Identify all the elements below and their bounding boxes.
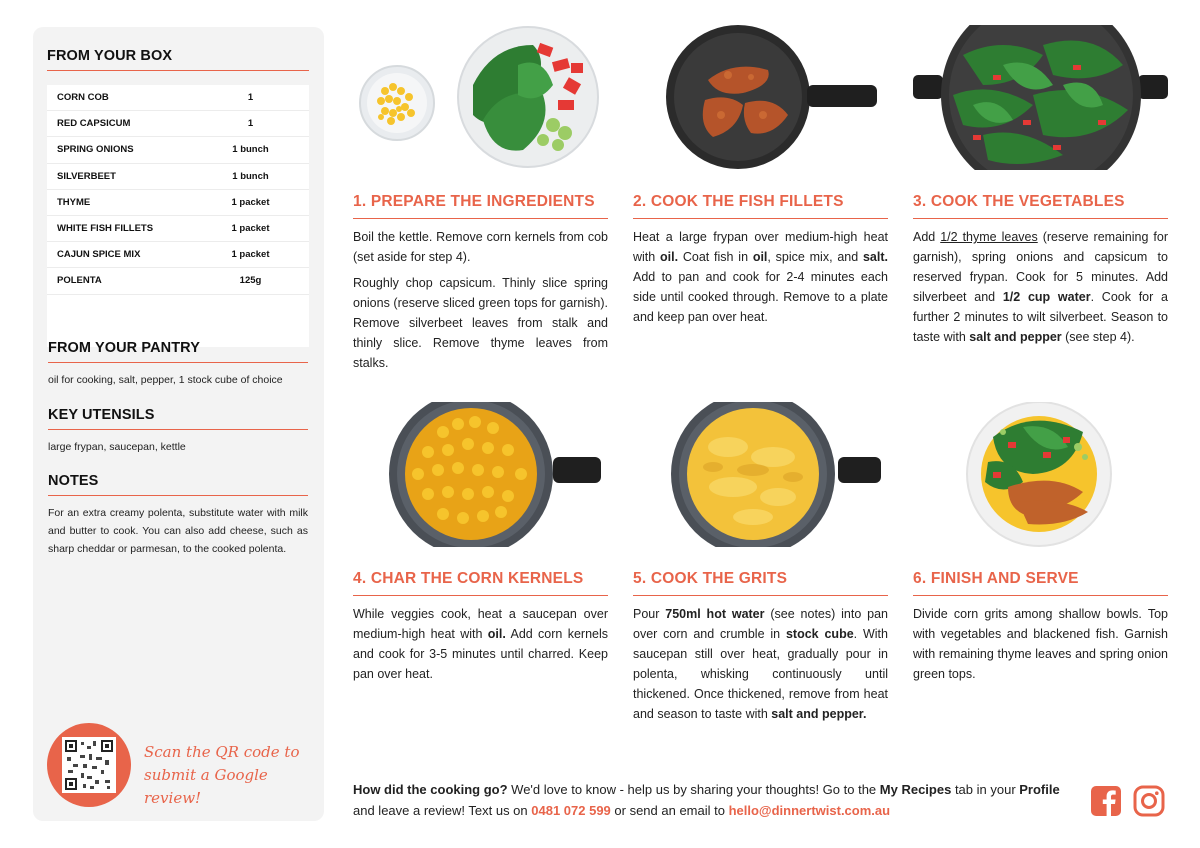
step-5-para: Pour 750ml hot water (see notes) into pan over corn and crumble in stock cube. With saucepan still over heat, gradually pour in polenta, whisking continuously until thickened. Once thickened, remove from heat and season to taste with salt and pepper. xyxy=(633,607,888,721)
pantry-section xyxy=(48,340,308,389)
ingredient-row xyxy=(47,85,309,111)
ingredient-qty: 125g xyxy=(239,275,262,287)
ingredient-name: POLENTA xyxy=(57,275,102,287)
step-1-body xyxy=(353,227,608,379)
from-your-box-title: FROM YOUR BOX xyxy=(47,48,309,71)
step-1-para-1: Boil the kettle. Remove corn kernels from cob (set aside for step 4). xyxy=(353,230,608,264)
step-1-title: 1. PREPARE THE INGREDIENTS xyxy=(353,193,608,219)
step-1 xyxy=(353,25,608,385)
step-1-para-2: Roughly chop capsicum. Thinly slice spring onions (reserve sliced green tops for garnish). Remove silverbeet leaves from stalk and thinly slice. Remove thyme leaves from stalks. xyxy=(353,276,608,370)
ingredient-row xyxy=(47,137,309,163)
step-2-para: Heat a large frypan over medium-high heat with oil. Coat fish in oil, spice mix, and salt. Add to pan and cook for 2-4 minutes each side until cooked through. Remove to a plate and keep pan over heat. xyxy=(633,230,888,324)
notes-title: NOTES xyxy=(48,473,308,496)
step-4-photo xyxy=(353,402,608,547)
utensils-section xyxy=(48,407,308,456)
step-4-title: 4. CHAR THE CORN KERNELS xyxy=(353,570,608,596)
ingredient-name: THYME xyxy=(57,196,91,208)
qr-badge xyxy=(47,723,131,807)
email-link[interactable]: hello@dinnertwist.com.au xyxy=(728,803,891,818)
ingredient-name: CAJUN SPICE MIX xyxy=(57,249,141,261)
step-4 xyxy=(353,402,608,702)
utensils-text: large frypan, saucepan, kettle xyxy=(48,441,186,453)
step-3-para: Add 1/2 thyme leaves (reserve remaining for garnish), spring onions and capsicum to reserved frypan. Cook for 5 minutes. Add silverbeet and 1/2 cup water. Cook for a further 2 minutes to wilt silverbeet. Season to taste with salt and pepper (see step 4). xyxy=(913,230,1169,344)
step-6-para: Divide corn grits among shallow bowls. Top with vegetables and blackened fish. Garnish with remaining thyme leaves and spring onion green tops. xyxy=(913,607,1168,681)
qr-caption xyxy=(144,741,314,810)
step-4-body xyxy=(353,604,608,690)
ingredient-name: CORN COB xyxy=(57,92,109,104)
ingredient-qty: 1 packet xyxy=(231,196,270,208)
ingredient-row xyxy=(47,111,309,137)
step-2-body xyxy=(633,227,888,333)
ingredient-row xyxy=(47,268,309,294)
ingredient-row xyxy=(47,216,309,242)
step-5-photo xyxy=(633,402,888,547)
ingredient-name: RED CAPSICUM xyxy=(57,118,131,130)
step-2 xyxy=(633,25,888,385)
step-2-title: 2. COOK THE FISH FILLETS xyxy=(633,193,888,219)
step-3 xyxy=(913,25,1168,385)
step-3-title: 3. COOK THE VEGETABLES xyxy=(913,193,1168,219)
step-5-title: 5. COOK THE GRITS xyxy=(633,570,888,596)
ingredients-table xyxy=(47,85,309,347)
pantry-text: oil for cooking, salt, pepper, 1 stock cube of choice xyxy=(48,374,283,386)
pantry-title: FROM YOUR PANTRY xyxy=(48,340,308,363)
ingredient-qty: 1 packet xyxy=(231,249,270,261)
qr-caption-line2: submit a Google review! xyxy=(144,766,268,807)
utensils-title: KEY UTENSILS xyxy=(48,407,308,430)
sidebar xyxy=(33,27,324,821)
ingredient-row xyxy=(47,242,309,268)
facebook-icon[interactable] xyxy=(1090,785,1122,817)
qr-code[interactable] xyxy=(62,737,116,793)
ingredient-qty: 1 bunch xyxy=(232,170,269,182)
qr-review xyxy=(47,723,317,807)
step-1-photo xyxy=(353,25,608,170)
review-footer: How did the cooking go? We'd love to know - help us by sharing your thoughts! Go to the My Recipes tab in your Profile and leave a review! Text us on 0481 072 599 or send an email to hello@dinnertwist.com.au xyxy=(353,782,1060,818)
ingredient-name: WHITE FISH FILLETS xyxy=(57,223,154,235)
ingredient-name: SPRING ONIONS xyxy=(57,144,134,156)
instagram-icon[interactable] xyxy=(1133,785,1165,817)
step-3-body xyxy=(913,227,1168,353)
ingredient-row xyxy=(47,164,309,190)
step-5 xyxy=(633,402,888,742)
ingredient-row xyxy=(47,190,309,216)
step-6-body xyxy=(913,604,1168,690)
step-6 xyxy=(913,402,1168,702)
step-2-photo xyxy=(633,25,888,170)
ingredient-qty: 1 xyxy=(247,118,254,130)
phone-link[interactable]: 0481 072 599 xyxy=(531,803,611,818)
ingredient-qty: 1 xyxy=(247,92,254,104)
notes-section xyxy=(48,473,308,558)
ingredient-name: SILVERBEET xyxy=(57,170,116,182)
notes-text: For an extra creamy polenta, substitute water with milk and butter to cook. You can also add cheese, such as sharp cheddar or parmesan, to the cooked polenta. xyxy=(48,507,308,555)
step-3-photo xyxy=(913,25,1168,170)
ingredient-qty: 1 packet xyxy=(231,223,270,235)
ingredient-qty: 1 bunch xyxy=(232,144,269,156)
step-5-body xyxy=(633,604,888,730)
step-6-title: 6. FINISH AND SERVE xyxy=(913,570,1168,596)
step-4-para: While veggies cook, heat a saucepan over medium-high heat with oil. Add corn kernels and cook for 3-5 minutes until charred. Keep pan over heat. xyxy=(353,607,608,681)
step-6-photo xyxy=(913,402,1168,547)
qr-caption-line1: Scan the QR code to xyxy=(144,743,300,761)
